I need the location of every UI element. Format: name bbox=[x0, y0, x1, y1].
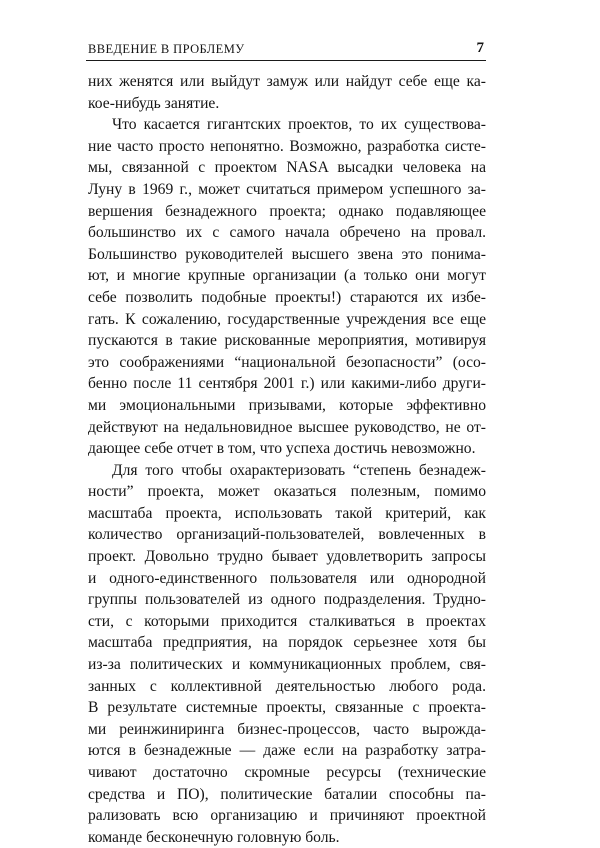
text-line: проект. Довольно трудно бывает удовлетворить запросы bbox=[88, 548, 486, 566]
text-line: гать. К сожалению, государственные учреждения все еще bbox=[88, 310, 486, 328]
text-line: ние часто просто непонятно. Возможно, разработка систе- bbox=[88, 137, 486, 155]
text-line: вершения безнадежного проекта; однако подавляющее bbox=[88, 202, 486, 220]
text-line: группы пользователей из одного подразделения. Трудно- bbox=[88, 591, 486, 609]
text-line: ности” проекта, может оказаться полезным, помимо bbox=[88, 483, 486, 501]
text-line: ми реинжиниринга бизнес-процессов, часто вырожда- bbox=[88, 720, 486, 738]
text-line: это соображениями “национальной безопасности” (осо- bbox=[88, 353, 486, 371]
text-line: из-за политических и коммуникационных проблем, свя- bbox=[88, 656, 486, 674]
text-line: сти, с которыми приходится сталкиваться в проектах bbox=[88, 612, 486, 630]
text-line: них женятся или выйдут замуж или найдут себе еще ка- bbox=[88, 73, 486, 90]
page-number: 7 bbox=[476, 40, 484, 56]
text-line: ют, и многие крупные организации (а только они могут bbox=[88, 267, 486, 285]
text-line: и одного-единственного пользователя или однородной bbox=[88, 569, 486, 587]
text-line: команде бесконечную головную боль. bbox=[88, 828, 340, 846]
text-line: ми эмоциональными призывами, которые эффективно bbox=[88, 396, 486, 414]
body-text bbox=[88, 71, 486, 848]
text-line: мы, связанной с проектом NASA высадки человека на bbox=[88, 159, 486, 177]
text-line: средства и ПО), политические баталии способны па- bbox=[88, 785, 486, 803]
text-line: занных с коллективной деятельностью любого рода. bbox=[88, 677, 486, 695]
text-line: масштаба проекта, использовать такой критерий, как bbox=[88, 504, 486, 522]
text-line: Для того чтобы охарактеризовать “степень безнадеж- bbox=[112, 461, 486, 479]
text-line: количество организаций-пользователей, вовлеченных в bbox=[88, 526, 486, 544]
text-line: дающее себе отчет в том, что успеха достичь невозможно. bbox=[88, 440, 476, 458]
text-line: кое-нибудь занятие. bbox=[88, 94, 220, 112]
running-header bbox=[86, 36, 486, 61]
text-line: Большинство руководителей высшего звена это понима- bbox=[88, 245, 486, 263]
text-line: бенно после 11 сентября 2001 г.) или какими-либо други- bbox=[88, 375, 486, 393]
text-line: чивают достаточно скромные ресурсы (технические bbox=[88, 764, 486, 781]
text-line: большинство их с самого начала обречено на провал. bbox=[88, 224, 486, 242]
text-line: масштаба предприятия, на порядок серьезнее хотя бы bbox=[88, 634, 486, 652]
text-line: рализовать всю организацию и причиняют проектной bbox=[88, 807, 486, 825]
text-line: действуют на недальновидное высшее руководство, не от- bbox=[88, 418, 486, 436]
text-line: ются в безнадежные — даже если на разработку затра- bbox=[88, 742, 486, 760]
text-line: пускаются в такие рискованные мероприятия, мотивируя bbox=[88, 332, 486, 350]
text-line: себе позволить подобные проекты!) стараются их избе- bbox=[88, 288, 486, 306]
text-line: В результате системные проекты, связанные с проекта- bbox=[88, 699, 486, 717]
text-line: Что касается гигантских проектов, то их существова- bbox=[112, 116, 486, 134]
text-line: Луну в 1969 г., может считаться примером успешного за- bbox=[88, 180, 486, 198]
chapter-running-title: ВВЕДЕНИЕ В ПРОБЛЕМУ bbox=[88, 42, 245, 56]
